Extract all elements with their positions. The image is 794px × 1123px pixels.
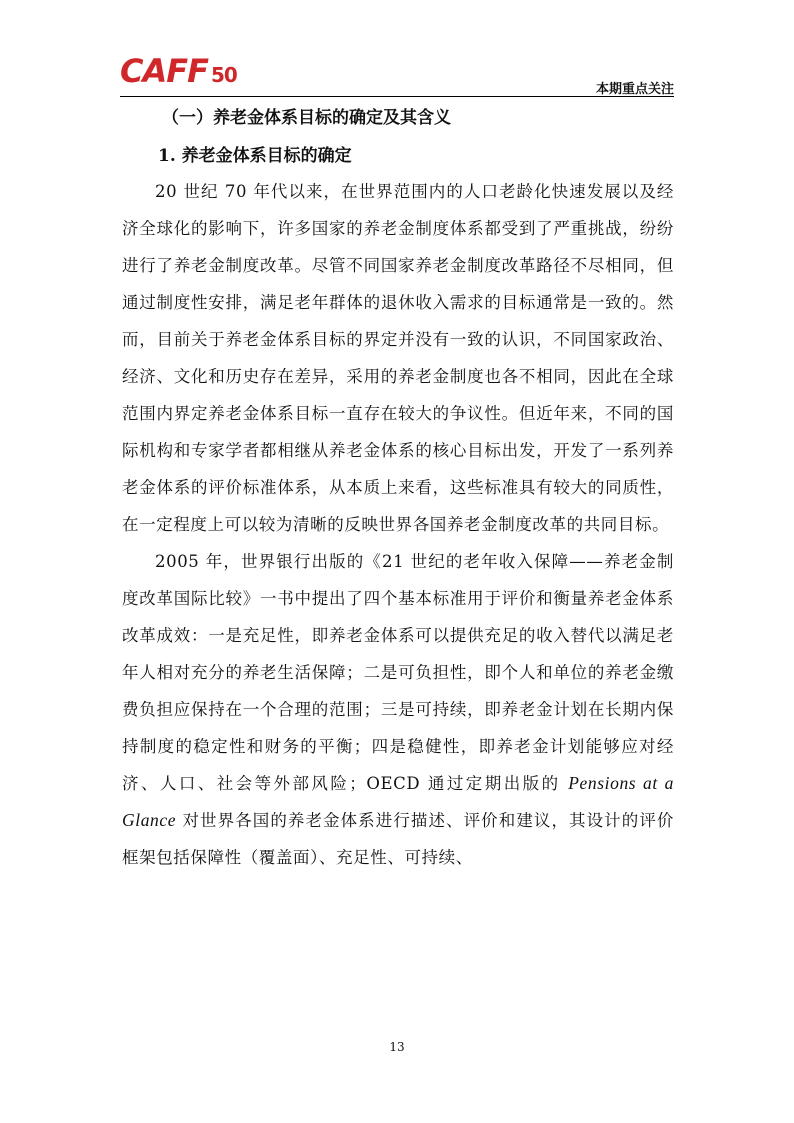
paragraph-1: 20 世纪 70 年代以来，在世界范围内的人口老龄化快速发展以及经济全球化的影响下，许多国家的养老金制度体系都受到了严重挑战，纷纷进行了养老金制度改革。尽管不同国家养老金制度改革路径不尽相同，但通过制度性安排，满足老年群体的退休收入需求的目标通常是一致的。然而，目前关于养老金体系目标的界定并没有一致的认识，不同国家政治、经济、文化和历史存在差异，采用的养老金制度也各不相同，因此在全球范围内界定养老金体系目标一直存在较大的争议性。但近年来，不同的国际机构和专家学者都相继从养老金体系的核心目标出发，开发了一系列养老金体系的评价标准体系，从本质上来看，这些标准具有较大的同质性，在一定程度上可以较为清晰的反映世界各国养老金制度改革的共同目标。 bbox=[122, 182, 674, 534]
page-number: 13 bbox=[389, 1040, 405, 1054]
paragraph-2 bbox=[122, 543, 674, 876]
logo-text: CAFF bbox=[120, 52, 208, 90]
section-heading: （一）养老金体系目标的确定及其含义 bbox=[162, 108, 451, 128]
header-divider bbox=[120, 96, 674, 97]
subsection-heading: 1. 养老金体系目标的确定 bbox=[158, 146, 352, 166]
publication-title: Pensions at a Glance bbox=[122, 773, 675, 830]
page-body bbox=[122, 103, 674, 876]
section-label: 本期重点关注 bbox=[595, 82, 674, 97]
caff50-logo bbox=[120, 52, 237, 90]
logo-number: 50 bbox=[210, 63, 237, 87]
paragraph-2-part-2: 对世界各国的养老金体系进行描述、评价和建议，其设计的评价框架包括保障性（覆盖面）、充足性、可持续、 bbox=[122, 811, 674, 867]
paragraph-2-part-1: 2005 年，世界银行出版的《21 世纪的老年收入保障——养老金制度改革国际比较》一书中提出了四个基本标准用于评价和衡量养老金体系改革成效：一是充足性，即养老金体系可以提供充足的收入替代以满足老年人相对充分的养老生活保障；二是可负担性，即个人和单位的养老金缴费负担应保持在一个合理的范围；三是可持续，即养老金计划在长期内保持制度的稳定性和财务的平衡；四是稳健性，即养老金计划能够应对经济、人口、社会等外部风险；OECD 通过定期出版的 bbox=[122, 552, 674, 793]
